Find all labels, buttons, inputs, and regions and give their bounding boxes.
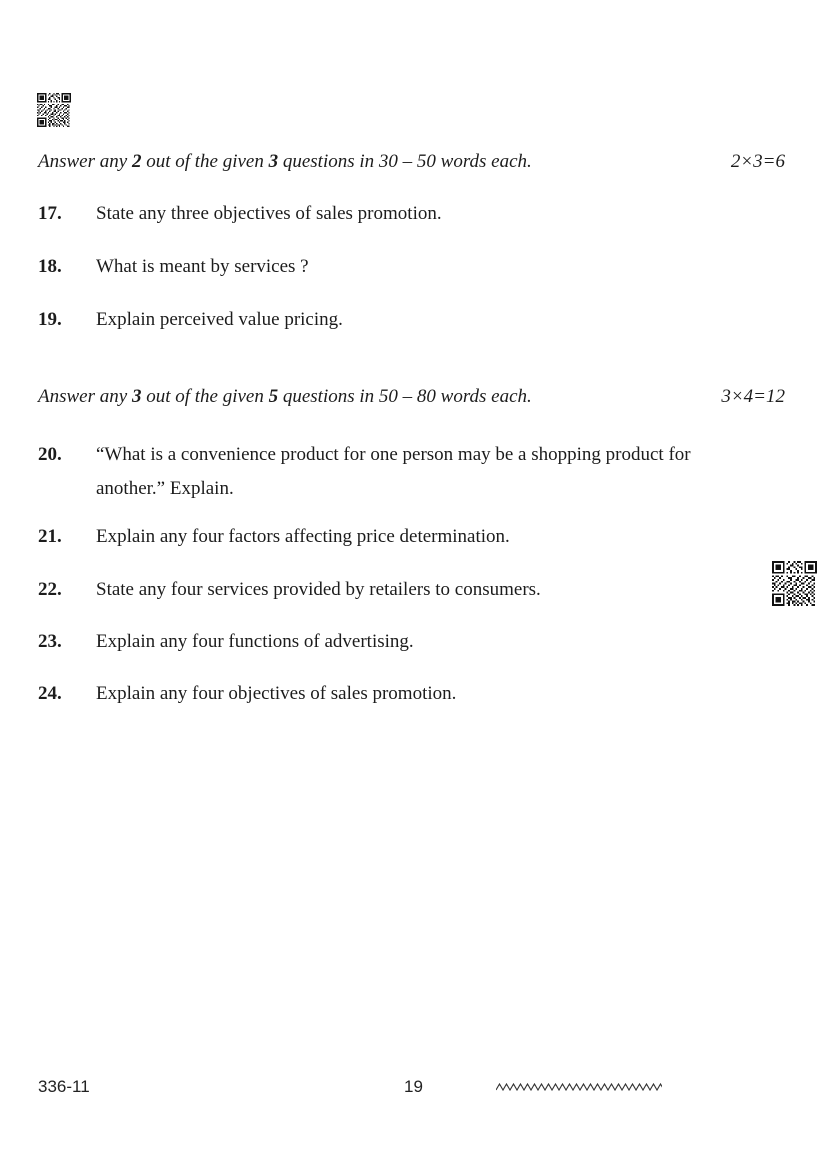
section-instruction-2	[38, 385, 785, 409]
question-18	[38, 250, 309, 284]
question-number: 24.	[38, 683, 62, 704]
question-24	[38, 677, 456, 711]
question-number: 19.	[38, 309, 62, 330]
page-number: 19	[404, 1077, 423, 1096]
question-number: 18.	[38, 256, 62, 277]
instruction-text: Answer any 3 out of the given 5 questions in 50 – 80 words each.	[38, 386, 532, 407]
page-footer	[0, 1076, 827, 1098]
question-21	[38, 520, 510, 554]
question-text: Explain any four objectives of sales promotion.	[96, 683, 457, 704]
question-number: 17.	[38, 203, 62, 224]
question-19	[38, 303, 343, 337]
instruction-text: Answer any 2 out of the given 3 questions in 30 – 50 words each.	[38, 151, 532, 172]
question-23	[38, 625, 414, 659]
question-text: State any three objectives of sales promotion.	[96, 203, 442, 224]
question-text: What is meant by services ?	[96, 256, 309, 277]
question-number: 23.	[38, 631, 62, 652]
zigzag-line-icon	[496, 1082, 662, 1092]
qr-code-icon	[37, 93, 71, 127]
question-number: 20.	[38, 444, 62, 465]
question-17	[38, 197, 442, 231]
question-text: Explain any four factors affecting price determination.	[96, 526, 510, 547]
question-number: 21.	[38, 526, 62, 547]
question-text: “What is a convenience product for one person may be a shopping product for another.” Explain.	[96, 444, 691, 499]
qr-code-icon	[772, 561, 817, 606]
question-number: 22.	[38, 579, 62, 600]
question-20	[38, 438, 736, 506]
marks-label: 3×4=12	[721, 386, 785, 407]
question-22	[38, 573, 541, 607]
paper-code: 336-11	[38, 1077, 90, 1096]
question-text: Explain perceived value pricing.	[96, 309, 343, 330]
question-text: Explain any four functions of advertising.	[96, 631, 414, 652]
section-instruction-1	[38, 150, 785, 174]
marks-label: 2×3=6	[730, 151, 785, 172]
question-text: State any four services provided by retailers to consumers.	[96, 579, 541, 600]
